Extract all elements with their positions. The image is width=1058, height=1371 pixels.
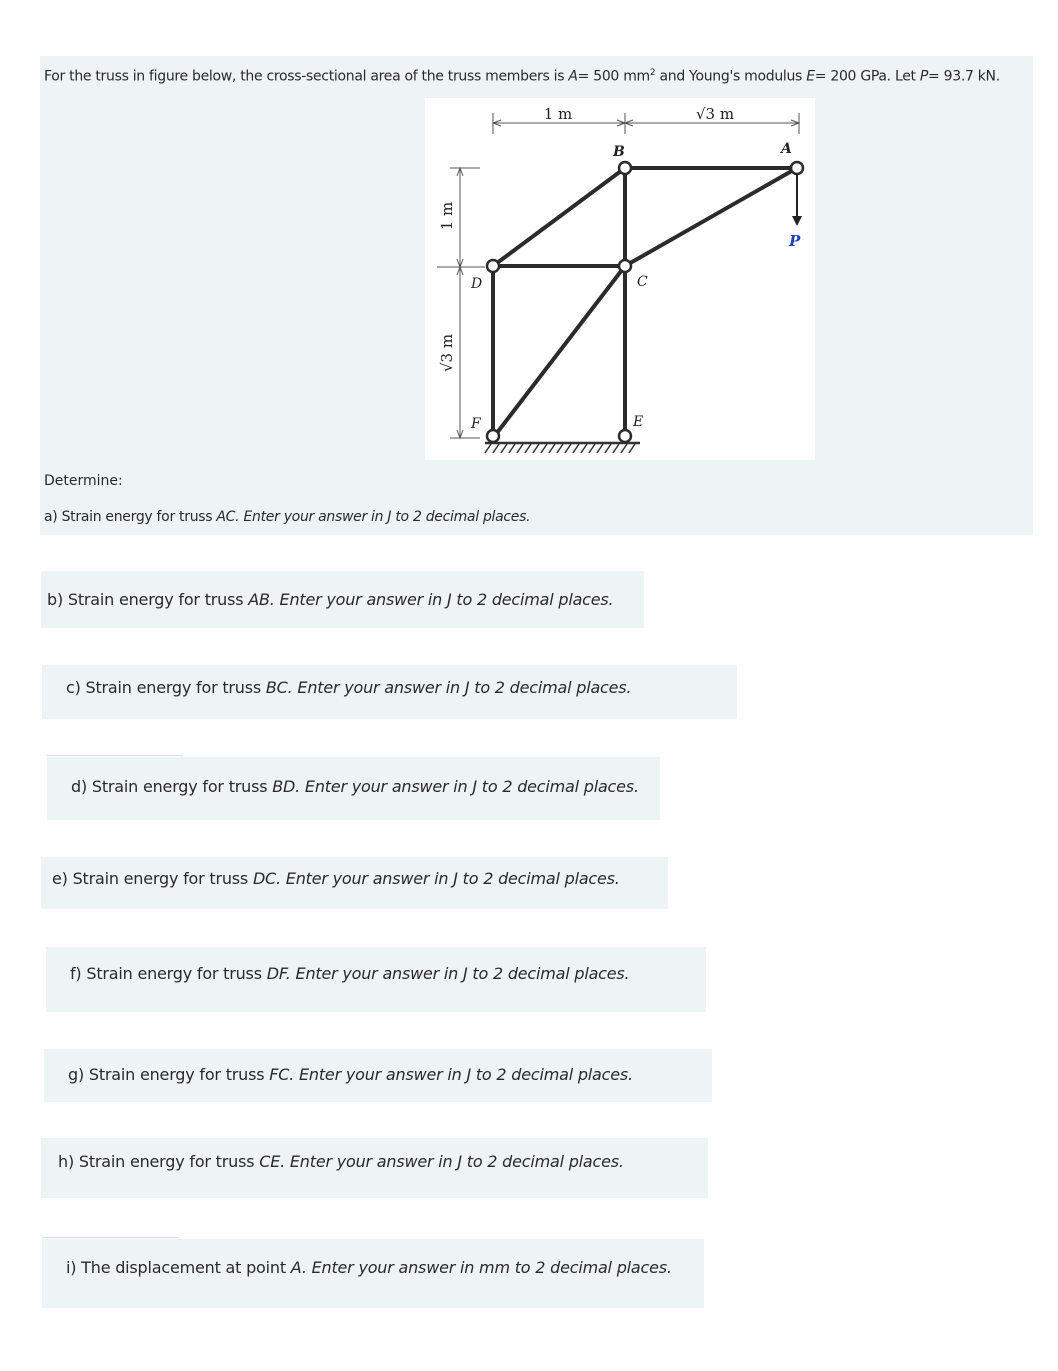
node-label-F: F	[471, 416, 481, 432]
load-value: = 93.7 kN.	[928, 68, 1000, 85]
question-g-instruction: . Enter your answer in J to 2 decimal places.	[289, 1065, 633, 1084]
question-d-instruction: . Enter your answer in J to 2 decimal places.	[295, 777, 639, 796]
question-b-instruction: . Enter your answer in J to 2 decimal places.	[269, 590, 614, 609]
question-i-label: i) The displacement at point	[66, 1258, 291, 1277]
node-label-B: B	[613, 144, 625, 160]
question-h	[58, 1152, 624, 1171]
question-f-instruction: . Enter your answer in J to 2 decimal places.	[285, 964, 630, 983]
question-d	[71, 777, 639, 796]
question-d-member: BD	[272, 777, 296, 796]
question-g-label: g) Strain energy for truss	[68, 1065, 270, 1084]
node-label-A: A	[781, 141, 792, 157]
question-e	[52, 869, 620, 888]
question-i	[66, 1258, 672, 1277]
question-f-label: f) Strain energy for truss	[70, 964, 267, 983]
question-a-label: a) Strain energy for truss	[44, 509, 217, 525]
truss-figure	[425, 98, 815, 460]
area-variable: A	[568, 68, 578, 85]
question-h-label: h) Strain energy for truss	[58, 1152, 260, 1171]
dim-left-lower-label: √3 m	[438, 333, 456, 373]
node-label-D: D	[471, 276, 483, 292]
dim-top-right-label: √3 m	[695, 105, 735, 123]
intro-prefix: For the truss in figure below, the cross-sectional area of the truss members is	[44, 68, 565, 85]
question-c-label: c) Strain energy for truss	[66, 678, 266, 697]
joint-B	[619, 162, 631, 174]
joint-C	[619, 260, 631, 272]
node-label-E: E	[633, 414, 644, 430]
question-e-label: e) Strain energy for truss	[52, 869, 253, 888]
node-label-C: C	[637, 274, 648, 290]
question-i-member: A	[290, 1258, 302, 1277]
member-FC	[493, 266, 625, 438]
question-e-instruction: . Enter your answer in J to 2 decimal places.	[276, 869, 620, 888]
load-arrow	[792, 174, 802, 226]
problem-statement	[44, 68, 1000, 85]
question-e-member: DC	[252, 869, 277, 888]
question-c	[66, 678, 631, 697]
area-exponent: 2	[649, 68, 656, 78]
truss-diagram	[425, 98, 815, 460]
dim-top-left-label: 1 m	[543, 105, 573, 123]
question-a	[44, 509, 530, 525]
question-b	[47, 590, 613, 609]
dim-left-upper-label: 1 m	[438, 201, 456, 231]
question-b-member: AB	[248, 590, 270, 609]
question-h-instruction: . Enter your answer in J to 2 decimal places.	[280, 1152, 624, 1171]
question-b-label: b) Strain energy for truss	[47, 590, 249, 609]
question-i-instruction: . Enter your answer in mm to 2 decimal places.	[301, 1258, 672, 1277]
member-BD	[493, 168, 625, 266]
load-label: P	[789, 232, 801, 250]
question-d-label: d) Strain energy for truss	[71, 777, 273, 796]
ground-support	[485, 443, 640, 453]
question-a-member: AC	[216, 509, 236, 525]
joint-E	[619, 430, 631, 442]
question-f-member: DF	[266, 964, 286, 983]
top-dimension	[493, 113, 799, 134]
joint-D	[487, 260, 499, 272]
area-value: = 500 mm	[577, 68, 650, 85]
question-g-member: FC	[269, 1065, 290, 1084]
modulus-variable: E	[806, 68, 815, 85]
modulus-prefix: and Young's modulus	[655, 68, 807, 85]
truss-joints	[487, 162, 803, 442]
question-a-instruction: . Enter your answer in J to 2 decimal places.	[235, 509, 531, 525]
truss-members	[493, 168, 797, 438]
question-g	[68, 1065, 633, 1084]
question-i-divider	[42, 1237, 178, 1238]
question-d-divider	[47, 755, 183, 756]
question-c-member: BC	[265, 678, 288, 697]
question-h-member: CE	[259, 1152, 281, 1171]
load-variable: P	[919, 68, 929, 85]
question-f	[70, 964, 629, 983]
joint-F	[487, 430, 499, 442]
member-AC	[625, 168, 797, 266]
joint-A	[791, 162, 803, 174]
modulus-value: = 200 GPa. Let	[814, 68, 920, 85]
determine-label: Determine:	[44, 473, 123, 489]
question-c-instruction: . Enter your answer in J to 2 decimal places.	[287, 678, 632, 697]
